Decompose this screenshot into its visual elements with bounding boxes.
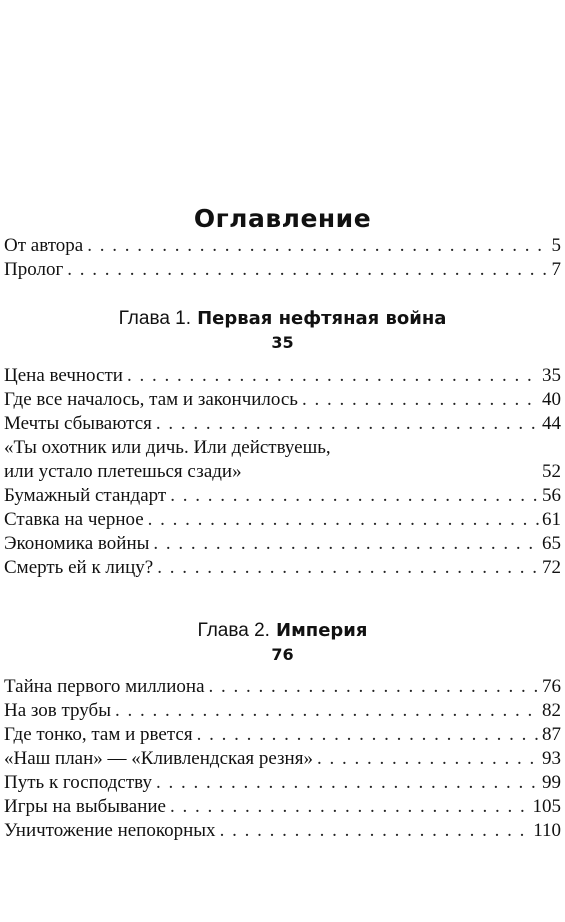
- entry-page: 40: [542, 389, 561, 410]
- entry-title-line-2: или устало плетешься сзади»: [4, 461, 242, 482]
- chapter-name: Первая нефтяная война: [197, 308, 447, 329]
- chapter-heading: [0, 619, 565, 642]
- toc-entry[interactable]: [4, 723, 561, 747]
- entry-line-2: [4, 460, 561, 484]
- entry-page: 61: [542, 509, 561, 530]
- entry-page: 72: [542, 557, 561, 578]
- toc-entry[interactable]: [4, 234, 561, 258]
- entry-title: Смерть ей к лицу?: [4, 557, 154, 578]
- entry-page: 76: [542, 676, 561, 697]
- dot-leader: [220, 819, 532, 843]
- toc-entry[interactable]: [4, 532, 561, 556]
- entry-page: 99: [542, 772, 561, 793]
- chapter-page-number: 76: [271, 645, 294, 664]
- chapter-page-number: 35: [271, 333, 294, 352]
- front-matter-section: [0, 234, 565, 282]
- entry-page: 87: [542, 724, 561, 745]
- toc-entry[interactable]: [4, 795, 561, 819]
- toc-entry[interactable]: [4, 258, 561, 282]
- dot-leader: [302, 388, 540, 412]
- toc-entry[interactable]: [4, 556, 561, 580]
- chapter-prefix: Глава 2.: [197, 620, 270, 641]
- toc-entry[interactable]: [4, 508, 561, 532]
- entry-title: Где все началось, там и закончилось: [4, 389, 298, 410]
- entry-page: 7: [551, 259, 561, 280]
- dot-leader: [127, 364, 540, 388]
- entry-page: 5: [551, 235, 561, 256]
- entry-title: Бумажный стандарт: [4, 485, 167, 506]
- chapter-prefix: Глава 1.: [118, 308, 192, 329]
- toc-entry[interactable]: [4, 388, 561, 412]
- chapter-heading: [0, 307, 565, 330]
- dot-leader: [87, 234, 549, 258]
- toc-entry[interactable]: [4, 436, 561, 484]
- chapter-1-section: [0, 307, 565, 354]
- toc-entry[interactable]: [4, 747, 561, 771]
- dot-leader: [170, 795, 531, 819]
- dot-leader: [115, 699, 540, 723]
- entry-title: Тайна первого миллиона: [4, 676, 205, 697]
- entry-title: На зов трубы: [4, 700, 111, 721]
- entry-title: Путь к господству: [4, 772, 152, 793]
- entry-title: Экономика войны: [4, 533, 150, 554]
- dot-leader: [209, 675, 540, 699]
- toc-entry[interactable]: [4, 484, 561, 508]
- toc-entry[interactable]: [4, 412, 561, 436]
- entry-title: Цена вечности: [4, 365, 123, 386]
- dot-leader: [148, 508, 540, 532]
- chapter-1-list: [0, 364, 565, 580]
- toc-entry[interactable]: [4, 364, 561, 388]
- entry-title: Ставка на черное: [4, 509, 144, 530]
- toc-entry[interactable]: [4, 819, 561, 843]
- chapter-2-section: [0, 619, 565, 666]
- entry-page: 110: [533, 820, 561, 841]
- entry-page: 82: [542, 700, 561, 721]
- entry-page: 105: [532, 796, 561, 817]
- dot-leader: [157, 556, 540, 580]
- front-matter-list: [0, 234, 565, 282]
- toc-entry[interactable]: [4, 675, 561, 699]
- toc-entry[interactable]: [4, 771, 561, 795]
- chapter-name: Империя: [276, 620, 368, 641]
- toc-entry[interactable]: [4, 699, 561, 723]
- entry-title: От автора: [4, 235, 84, 256]
- dot-leader: [170, 484, 540, 508]
- entry-page: 56: [542, 485, 561, 506]
- dot-leader: [317, 747, 540, 771]
- dot-leader: [156, 412, 540, 436]
- dot-leader: [197, 723, 540, 747]
- entry-title: Где тонко, там и рвется: [4, 724, 193, 745]
- entry-title: Уничтожение непокорных: [4, 820, 216, 841]
- entry-title: Мечты сбываются: [4, 413, 152, 434]
- entry-page: 44: [542, 413, 561, 434]
- entry-title: Пролог: [4, 259, 64, 280]
- entry-page: 65: [542, 533, 561, 554]
- dot-leader: [67, 258, 549, 282]
- dot-leader: [156, 771, 540, 795]
- entry-title: Игры на выбывание: [4, 796, 166, 817]
- entry-page: 52: [542, 461, 561, 482]
- dot-leader: [153, 532, 540, 556]
- chapter-1-entries: [0, 364, 565, 580]
- entry-title-line-1: «Ты охотник или дичь. Или действуешь,: [4, 437, 331, 458]
- entry-title: «Наш план» — «Кливлендская резня»: [4, 748, 313, 769]
- toc-title: Оглавление: [193, 204, 372, 233]
- entry-page: 93: [542, 748, 561, 769]
- entry-page: 35: [542, 365, 561, 386]
- chapter-2-list: [0, 675, 565, 843]
- chapter-2-entries: [0, 675, 565, 843]
